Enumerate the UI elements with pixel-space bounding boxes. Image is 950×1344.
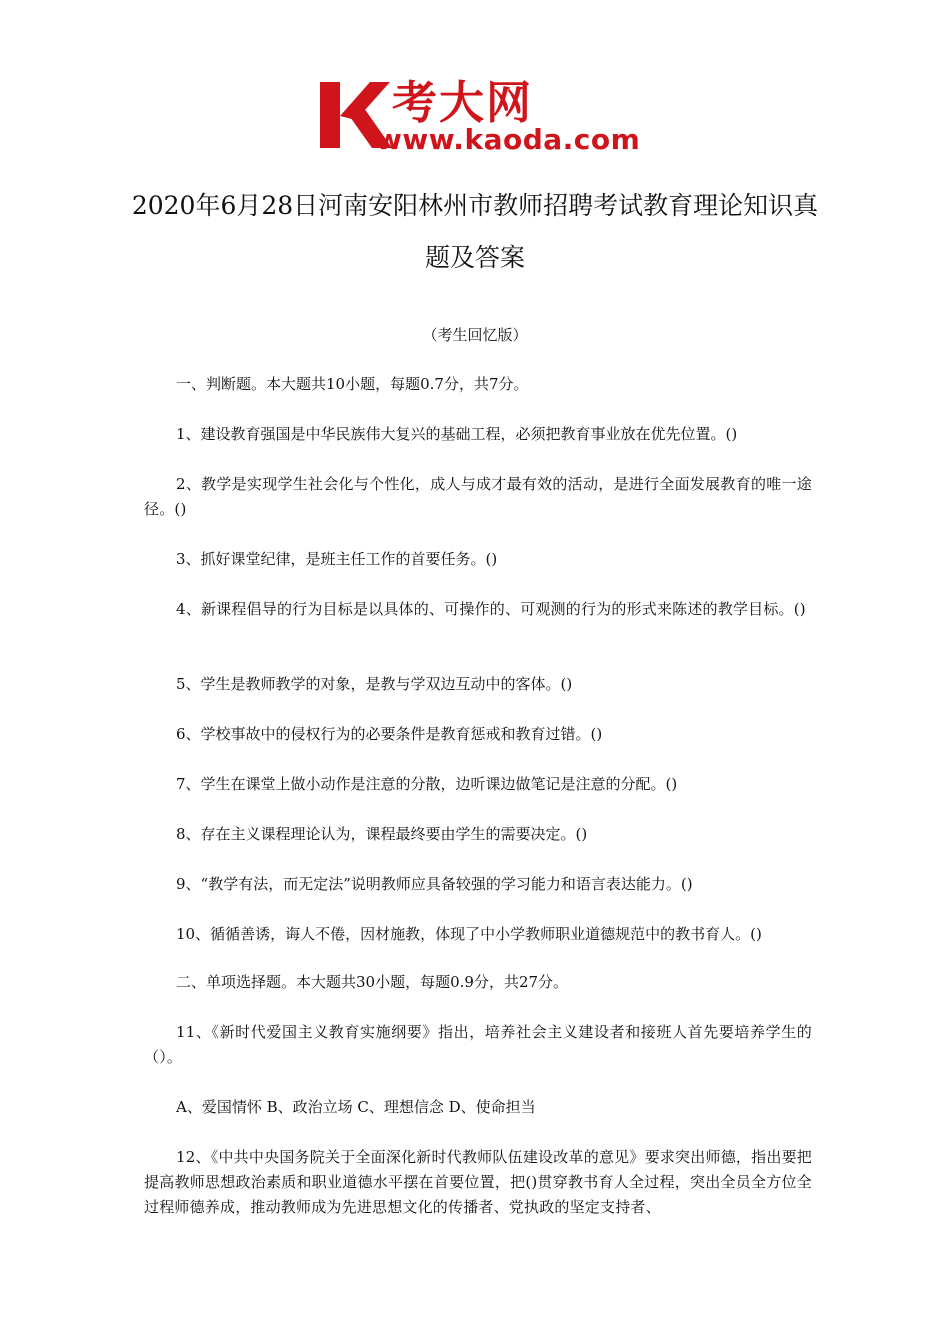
question-item: 3、抓好课堂纪律，是班主任工作的首要任务。() [176,550,498,568]
question-item: 12、《中共中央国务院关于全面深化新时代教师队伍建设改革的意见》要求突出师德，指出要把提高教师思想政治素质和职业道德水平摆在首要位置，把()贯穿教书育人全过程，突出全员全方位全过程师德养成，推动教师成为先进思想文化的传播者、党执政的坚定支持者、 [144,1148,812,1216]
logo-brand-text: 考大网 [392,76,534,129]
document-title: 2020年6月28日河南安阳林州市教师招聘考试教育理论知识真题及答案 [131,191,819,272]
answer-options: A、爱国情怀 B、政治立场 C、理想信念 D、使命担当 [176,1098,536,1116]
question-item: 7、学生在课堂上做小动作是注意的分散，边听课边做笔记是注意的分配。() [176,775,678,793]
section-heading-true-false: 一、判断题。本大题共10小题，每题0.7分，共7分。 [176,375,529,393]
question-item: 9、“教学有法，而无定法”说明教师应具备较强的学习能力和语言表达能力。() [176,875,693,893]
question-item: 4、新课程倡导的行为目标是以具体的、可操作的、可观测的行为的形式来陈述的教学目标。() [176,600,806,618]
section-heading-single-choice: 二、单项选择题。本大题共30小题，每题0.9分，共27分。 [176,973,569,991]
logo-url-text: www.kaoda.com [376,123,641,156]
question-item: 10、循循善诱，诲人不倦，因材施教，体现了中小学教师职业道德规范中的教书育人。() [176,925,762,943]
question-item: 11、《新时代爱国主义教育实施纲要》指出，培养社会主义建设者和接班人首先要培养学生的（）。 [144,1023,812,1066]
question-item: 1、建设教育强国是中华民族伟大复兴的基础工程，必须把教育事业放在优先位置。() [176,425,738,443]
question-item: 8、存在主义课程理论认为，课程最终要由学生的需要决定。() [176,825,588,843]
question-item: 2、教学是实现学生社会化与个性化，成人与成才最有效的活动，是进行全面发展教育的唯一途径。() [144,475,812,518]
question-item: 6、学校事故中的侵权行为的必要条件是教育惩戒和教育过错。() [176,725,603,743]
kaoda-logo[interactable] [318,78,648,158]
document-subtitle: （考生回忆版） [422,326,528,344]
question-item: 5、学生是教师教学的对象，是教与学双边互动中的客体。() [176,675,573,693]
